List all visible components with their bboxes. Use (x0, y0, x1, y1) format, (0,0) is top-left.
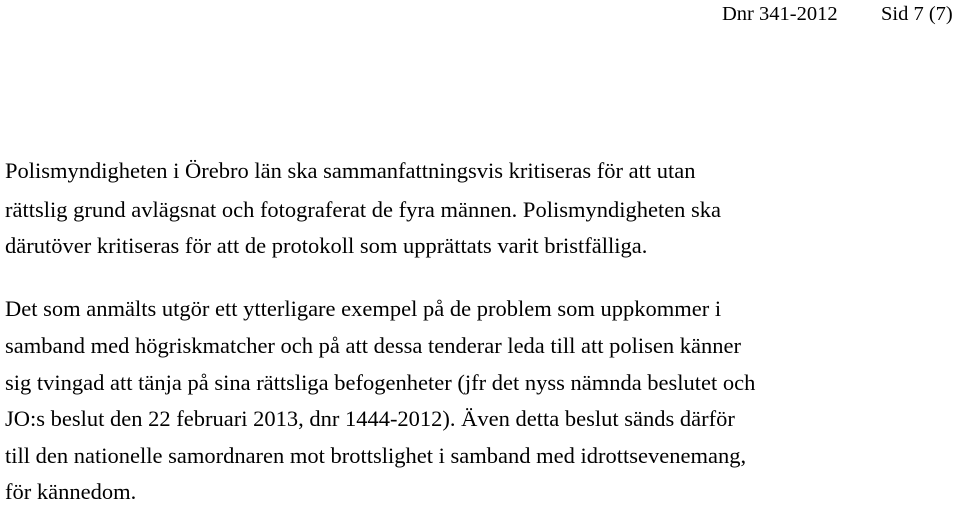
text-line: sig tvingad att tänja på sina rättsliga befogenheter (jfr det nyss nämnda beslutet och (5, 370, 756, 395)
page-number: Sid 7 (7) (881, 3, 953, 25)
text-line: JO:s beslut den 22 februari 2013, dnr 1444-2012). Även detta beslut sänds därför (5, 406, 735, 431)
text-line: därutöver kritiseras för att de protokoll som upprättats varit bristfälliga. (5, 233, 648, 258)
case-number: Dnr 341-2012 (722, 3, 838, 25)
text-line: till den nationelle samordnaren mot brottslighet i samband med idrottsevenemang, (5, 443, 747, 468)
text-line: Polismyndigheten i Örebro län ska sammanfattningsvis kritiseras för att utan (5, 158, 696, 183)
text-line: för kännedom. (5, 479, 137, 504)
text-line: Det som anmälts utgör ett ytterligare exempel på de problem som uppkommer i (5, 296, 722, 321)
page-header (0, 1, 960, 27)
text-line: samband med högriskmatcher och på att dessa tenderar leda till att polisen känner (5, 333, 741, 358)
text-line: rättslig grund avlägsnat och fotograferat de fyra männen. Polismyndigheten ska (5, 197, 722, 222)
